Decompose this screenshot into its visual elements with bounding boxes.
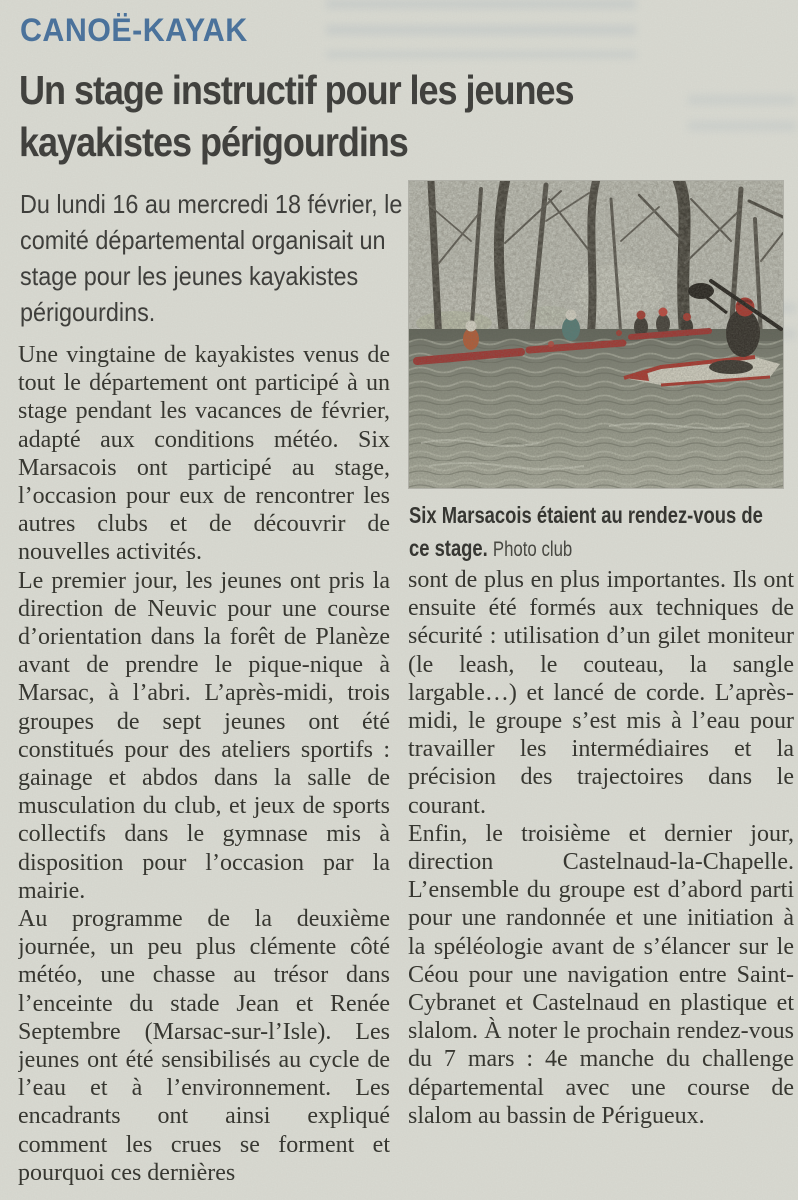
paragraph: Une vingtaine de kayakistes venus de tout le département ont participé à un stage pendant les vacances de février, adapté aux conditions météo. Six Marsacois ont participé au stage, l’occasion pour eux de rencontrer les autres clubs et de découvrir de nouvelles activités. — [18, 342, 390, 566]
photo-credit: Photo club — [492, 538, 573, 561]
paragraph: sont de plus en plus importantes. Ils ont ensuite été formés aux techniques de sécurité : utilisation d’un gilet moniteur (le leash, le couteau, la sangle largable…) et lancé de corde. L’après-midi, le groupe s’est mis à l’eau pour travailler les intermédiaires et la précision des trajectoires dans le courant. — [408, 567, 794, 819]
article-right-column — [408, 566, 794, 1194]
article-left-column — [18, 341, 390, 1190]
section-kicker: CANOË-KAYAK — [20, 12, 248, 48]
paragraph: Le premier jour, les jeunes ont pris la direction de Neuvic pour une course d’orientation dans la forêt de Planèze avant de prendre le pique-nique à Marsac, à l’abri. L’après-midi, trois groupes de sept jeunes ont été constitués pour des ateliers sportifs : gainage et abdos dans la salle de musculation du club, et jeux de sports collectifs dans le gymnase mis à disposition pour l’occasion par la mairie. — [18, 567, 390, 904]
article-photo — [409, 181, 783, 488]
reverse-side-ghost-print — [326, 0, 636, 58]
paragraph: Au programme de la deuxième journée, un peu plus clémente côté météo, une chasse au trésor dans l’enceinte du stade Jean et Renée Septembre (Marsac-sur-l’Isle). Les jeunes ont été sensibilisés au cycle de l’eau et à l’environnement. Les encadrants ont ainsi expliqué comment les crues se forment et pourquoi ces dernières — [18, 906, 390, 1186]
kayakers-river-photo — [409, 181, 783, 488]
article-headline: Un stage instructif pour les jeunes kayakistes périgourdins — [19, 67, 574, 165]
paragraph: Enfin, le troisième et dernier jour, direction Castelnaud-la-Chapelle. L’ensemble du groupe est d’abord parti pour une randonnée et une initiation à la spéléologie avant de s’élancer sur le Céou pour une navigation entre Saint-Cybranet et Castelnaud en plastique et slalom. À noter le prochain rendez-vous du 7 mars : 4e manche du challenge départemental avec une course de slalom au bassin de Périgueux. — [408, 820, 794, 1129]
caption-text: Six Marsacois étaient au rendez-vous de ce stage. — [409, 502, 763, 561]
article-lead: Du lundi 16 au mercredi 18 février, le comité départemental organisait un stage pour les jeunes kayakistes périgourdins. — [20, 189, 403, 327]
photo-caption — [409, 499, 773, 566]
